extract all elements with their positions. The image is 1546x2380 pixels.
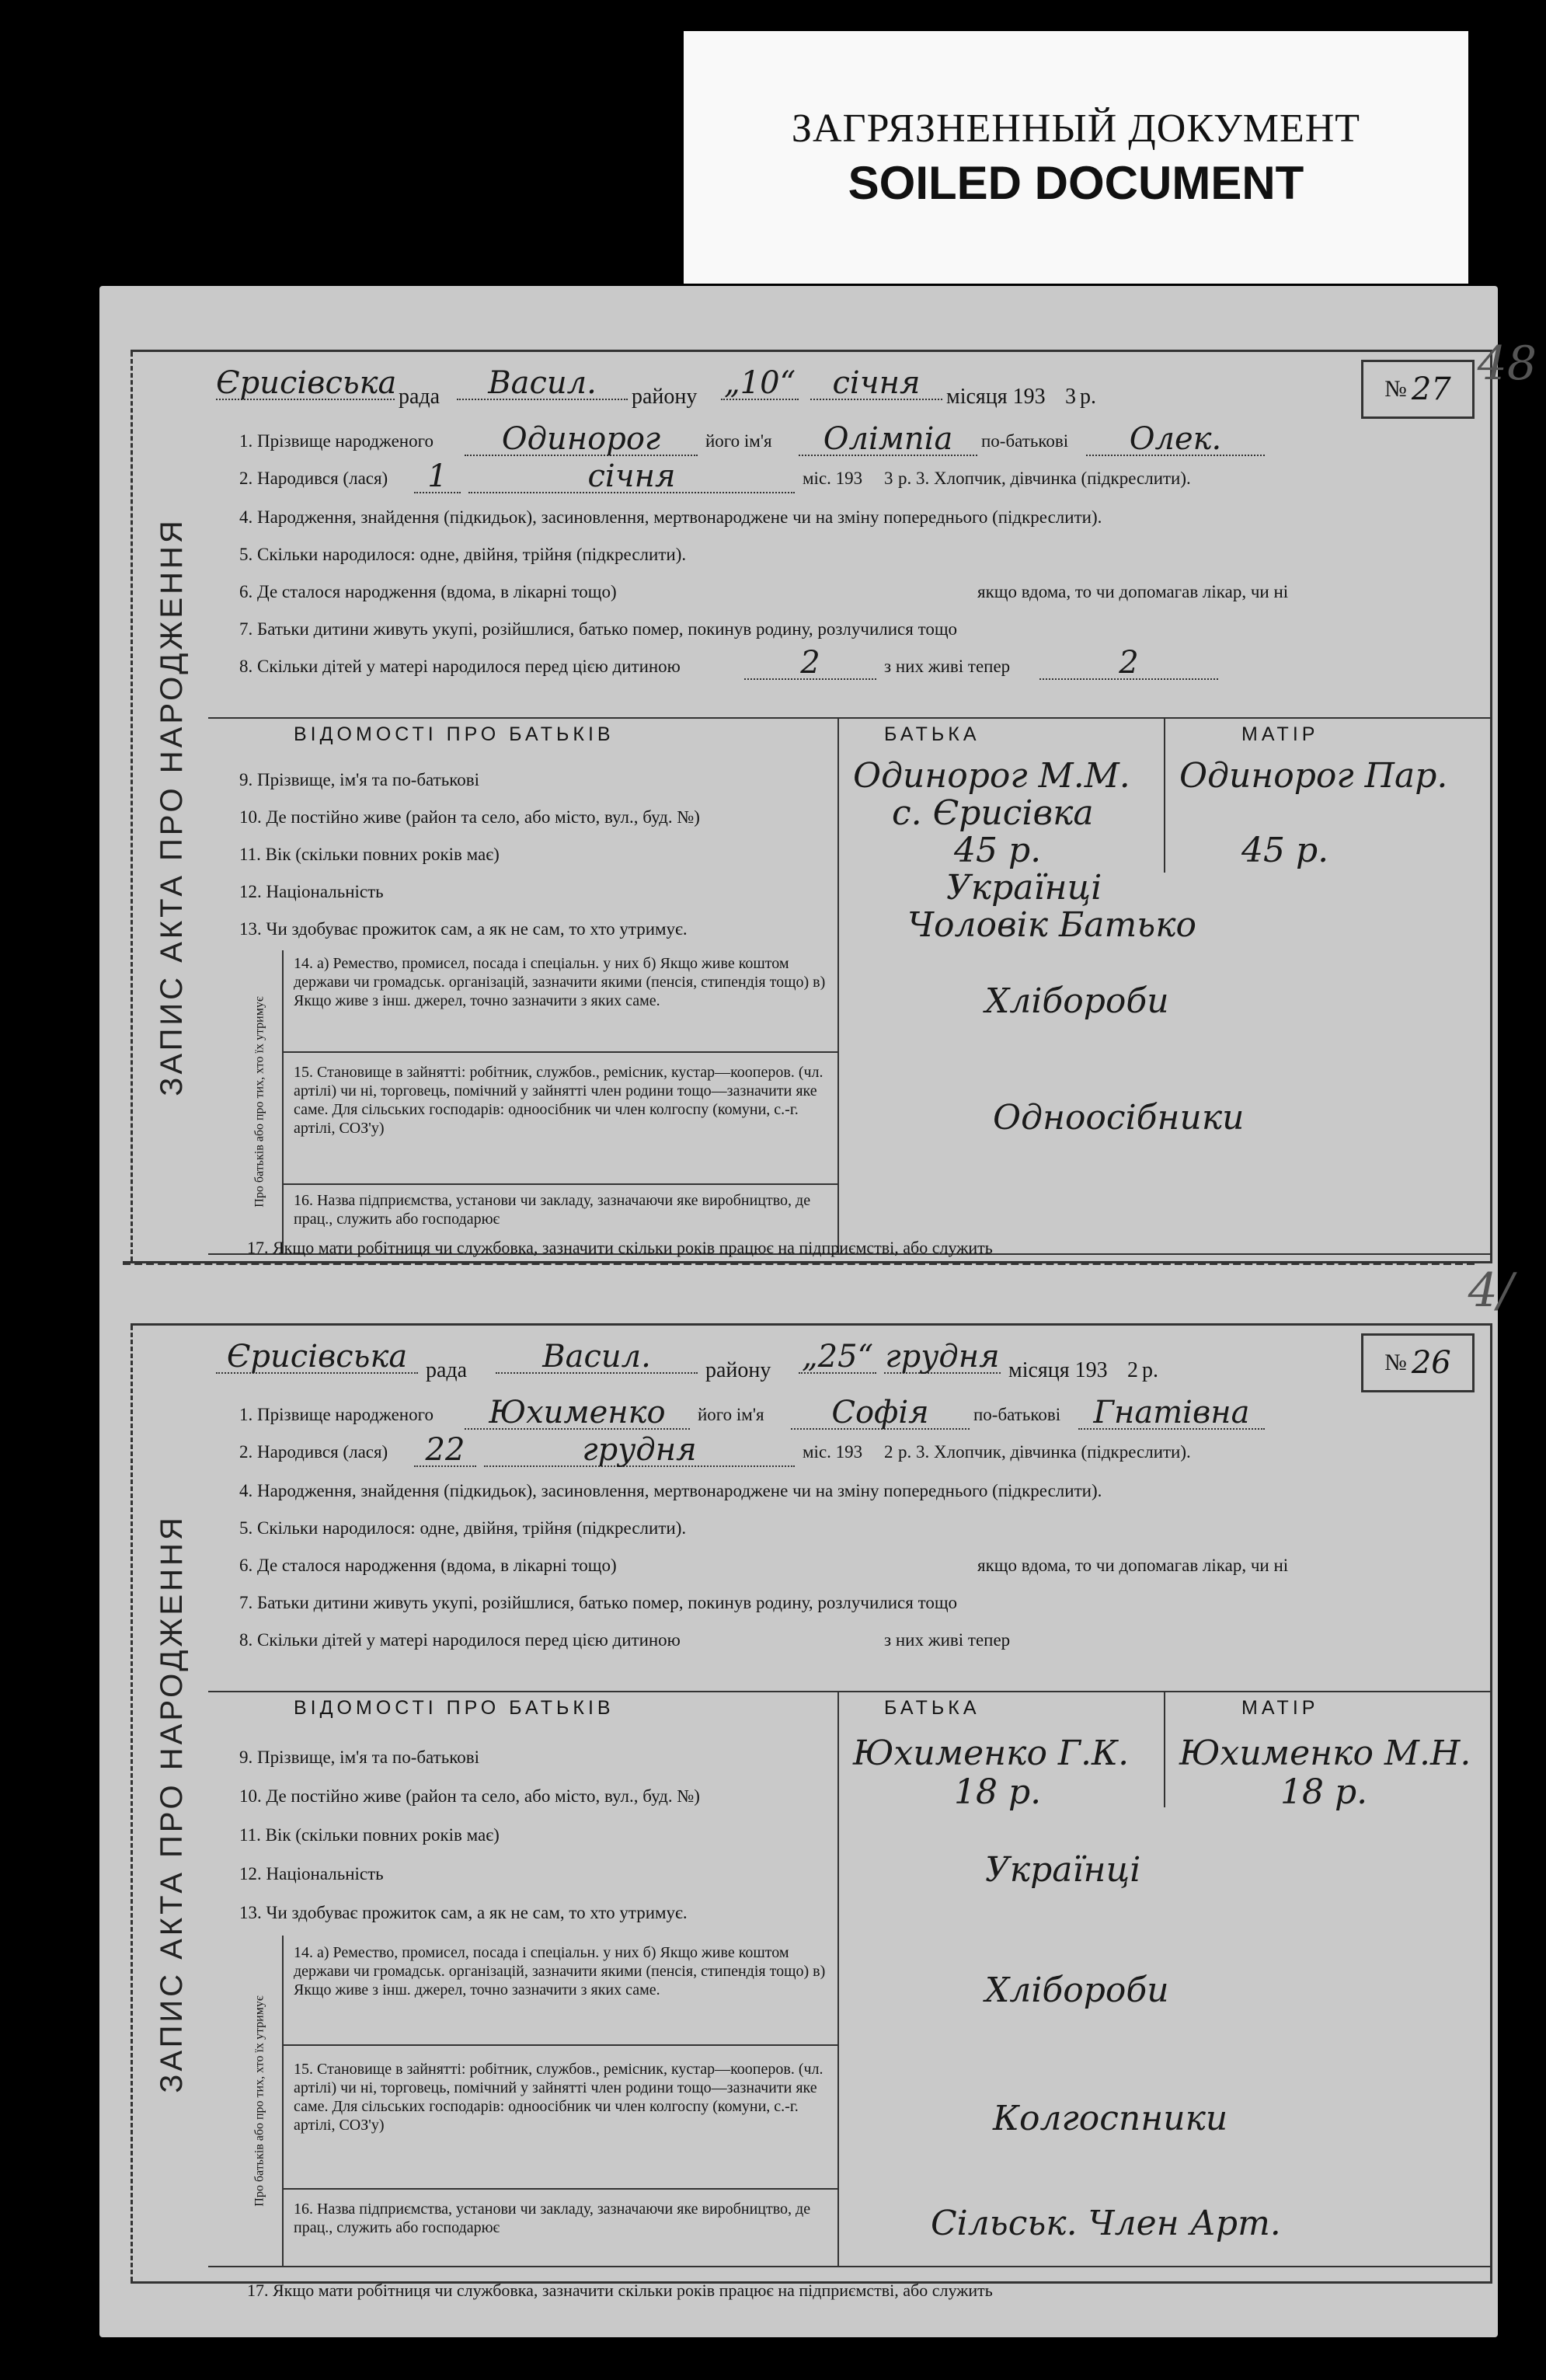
birth-record-form-2	[131, 1263, 1513, 2284]
line4-text: 4. Народження, знайдення (підкидьок), засиновлення, мертвонароджене чи на зміну попереднього (підкреслити).	[239, 507, 1102, 527]
birth-year-label: міс. 193	[803, 469, 863, 488]
residence: с. Єрисівка	[892, 793, 1094, 833]
side-title	[131, 1326, 211, 2281]
header-row	[208, 1341, 1490, 1388]
header-row	[208, 365, 1490, 414]
row-16	[294, 2200, 830, 2237]
row-17-text: 17. Якщо мати робітниця чи службовка, зазначити скільки років працює на підприємстві, або служить	[247, 1238, 993, 1257]
raion-name: Васил.	[457, 368, 628, 400]
line5-text: 5. Скільки народилося: одне, двійня, трійня (підкреслити).	[239, 1518, 687, 1538]
raion-label: району	[632, 385, 698, 409]
form-content	[208, 336, 1537, 1261]
label-en: SOILED DOCUMENT	[848, 156, 1304, 209]
birth-day: 1	[414, 461, 461, 493]
children-before: 2	[744, 647, 876, 680]
r15-value: Колгоспники	[993, 2099, 1228, 2138]
sub-side-divider	[282, 1936, 284, 2266]
r14-value: Хлібороби	[985, 1971, 1169, 2010]
children-alive: 2	[1039, 647, 1218, 680]
label-ru: ЗАГРЯЗНЕННЫЙ ДОКУМЕНТ	[791, 106, 1361, 151]
cut-line	[123, 1261, 1475, 1265]
child-name: Олімпіа	[799, 423, 977, 456]
row-16	[294, 1191, 830, 1228]
rada-name: Єрисівська	[216, 1341, 418, 1374]
sub-side-text: Про батьків або про тих, хто їх утримує	[253, 996, 266, 1207]
form-content	[208, 1263, 1513, 2281]
row14-bottom	[282, 2044, 837, 2046]
row-17-text: 17. Якщо мати робітниця чи службовка, зазначити скільки років працює на підприємстві, або служить	[247, 2281, 993, 2300]
r12-label: 12. Національність	[239, 882, 384, 901]
r10-label: 10. Де постійно живе (район та село, або місто, вул., буд. №)	[239, 807, 700, 827]
birth-month: січня	[468, 461, 795, 493]
rada-name: Єрисівська	[216, 365, 397, 401]
number-value: 27	[1411, 371, 1451, 407]
reg-month: січня	[810, 368, 942, 400]
name-label: його ім'я	[705, 431, 772, 451]
year-suffix: р.	[1080, 385, 1096, 409]
father-name: Юхименко Г.К.	[853, 1734, 1130, 1773]
line7-text: 7. Батьки дитини живуть укупі, розійшлися, батько помер, покинув родину, розлучилися тощо	[239, 1593, 958, 1612]
child-patronymic: Олек.	[1086, 423, 1265, 456]
reg-year-digit: 2	[1127, 1358, 1138, 1382]
line1-label: 1. Прізвище народженого	[239, 1405, 434, 1424]
child-patronymic: Гнатівна	[1078, 1397, 1265, 1430]
father-age: 18 р.	[954, 1772, 1042, 1812]
child-surname: Одинорог	[465, 423, 698, 456]
line8-text: 8. Скільки дітей у матері народилося перед цією дитиною	[239, 1630, 681, 1650]
reg-year-digit: 3	[1065, 385, 1076, 409]
row15-bottom	[282, 1183, 837, 1185]
line6-doctor: якщо вдома, то чи допомагав лікар, чи ні	[977, 582, 1289, 601]
mother-age: 45 р.	[1241, 831, 1329, 870]
month-label: місяця 193	[1008, 1358, 1108, 1382]
nationality: Українці	[985, 1850, 1141, 1890]
raion-label: району	[705, 1358, 771, 1382]
reg-day: „25“	[799, 1341, 876, 1374]
line6-text: 6. Де сталося народження (вдома, в лікарні тощо)	[239, 1556, 617, 1575]
side-title-text: ЗАПИС АКТА ПРО НАРОДЖЕННЯ	[154, 1514, 189, 2093]
line6-text: 6. Де сталося народження (вдома, в лікарні тощо)	[239, 582, 617, 601]
rada-label: рада	[426, 1358, 468, 1382]
birth-year-label: міс. 193	[803, 1442, 863, 1462]
sex-label: р. 3. Хлопчик, дівчинка (підкреслити).	[898, 469, 1191, 488]
year-suffix: р.	[1142, 1358, 1158, 1382]
r9-label: 9. Прізвище, ім'я та по-батькові	[239, 1748, 479, 1767]
th-mother: МАТІР	[1241, 1697, 1319, 1719]
th-parents: ВІДОМОСТІ ПРО БАТЬКІВ	[294, 723, 615, 745]
father-name: Одинорог М.М.	[853, 756, 1130, 796]
rada-label: рада	[399, 385, 440, 409]
name-label: його ім'я	[698, 1405, 764, 1424]
reg-day: „10“	[721, 368, 799, 400]
r14-label: 14. а) Ремество, промисел, посада і спеціальн. у них б) Якщо живе коштом держави чи громадськ. організацій, зазначити якими (пенсія, стипендія тощо) в) Якщо живе з інш. джерел, точно зазначити з яких саме.	[294, 955, 826, 1009]
line8-text: 8. Скільки дітей у матері народилося перед цією дитиною	[239, 657, 681, 676]
th-father: БАТЬКА	[884, 1697, 980, 1719]
side-title-text: ЗАПИС АКТА ПРО НАРОДЖЕННЯ	[154, 517, 189, 1096]
sub-side-text: Про батьків або про тих, хто їх утримує	[253, 1995, 266, 2207]
record-number	[1361, 360, 1475, 419]
birth-record-form-1	[131, 336, 1537, 1263]
row14-bottom	[282, 1051, 837, 1053]
r16-label: 16. Назва підприємства, установи чи закладу, зазначаючи яке виробництво, де прац., служить або господарює	[294, 1192, 811, 1228]
r13-label: 13. Чи здобуває прожиток сам, а як не сам, то хто утримує.	[239, 1903, 688, 1922]
r15-label: 15. Становище в зайнятті: робітник, службов., ремісник, кустар—кооперов. (чл. артілі) чи ні, торговець, помічний у зайнятті член родини тощо—зазначити яке саме. Для сільських господарів: одноосібник чи член колгоспу (комуни, с.-г. артілі, СОЗ'у)	[294, 1064, 823, 1137]
r13-label: 13. Чи здобуває прожиток сам, а як не сам, то хто утримує.	[239, 919, 688, 939]
birth-month: грудня	[484, 1434, 795, 1467]
patronymic-label: по-батькові	[973, 1405, 1061, 1424]
line2-label: 2. Народився (лася)	[239, 469, 388, 488]
child-surname: Юхименко	[465, 1397, 690, 1430]
col-divider-1	[837, 1691, 839, 2266]
number-value: 26	[1411, 1345, 1451, 1381]
line6-doctor: якщо вдома, то чи допомагав лікар, чи ні	[977, 1556, 1289, 1575]
r11-label: 11. Вік (скільки повних років має)	[239, 1825, 500, 1845]
number-sign: №	[1384, 376, 1407, 402]
number-sign: №	[1384, 1350, 1407, 1375]
patronymic-label: по-батькові	[981, 431, 1069, 451]
margin-note: 48	[1477, 336, 1537, 391]
mother-name: Юхименко М.Н.	[1179, 1734, 1471, 1773]
sub-side-divider	[282, 950, 284, 1253]
table-top-line	[208, 1691, 1490, 1692]
child-name: Софія	[791, 1397, 970, 1430]
row-14	[294, 954, 830, 1010]
side-title	[131, 352, 211, 1261]
row-14	[294, 1943, 830, 1999]
father-age: 45 р.	[954, 831, 1042, 870]
col-divider-2	[1164, 1691, 1165, 1807]
r14-value: Хлібороби	[985, 981, 1169, 1021]
col-divider-1	[837, 717, 839, 1253]
line1-label: 1. Прізвище народженого	[239, 431, 434, 451]
reg-month: грудня	[885, 1339, 1000, 1375]
r10-label: 10. Де постійно живе (район та село, або місто, вул., буд. №)	[239, 1786, 700, 1806]
row-15	[294, 1063, 830, 1138]
row16-bottom	[208, 2266, 1490, 2267]
line8-alive-label: з них живі тепер	[884, 1630, 1011, 1650]
record-number	[1361, 1333, 1475, 1392]
r9-label: 9. Прізвище, ім'я та по-батькові	[239, 770, 479, 789]
line2-label: 2. Народився (лася)	[239, 1442, 388, 1462]
r16-value: Сільськ. Член Арт.	[931, 2204, 1281, 2243]
r15-value: Одноосібники	[993, 1098, 1245, 1138]
row-15	[294, 2060, 830, 2134]
raion-name: Васил.	[496, 1341, 698, 1374]
sex-label: р. 3. Хлопчик, дівчинка (підкреслити).	[898, 1442, 1191, 1462]
line7-text: 7. Батьки дитини живуть укупі, розійшлися, батько помер, покинув родину, розлучилися тощо	[239, 619, 958, 639]
line8-alive-label: з них живі тепер	[884, 657, 1011, 676]
th-father: БАТЬКА	[884, 723, 980, 745]
th-mother: МАТІР	[1241, 723, 1319, 745]
line4-text: 4. Народження, знайдення (підкидьок), засиновлення, мертвонароджене чи на зміну попереднього (підкреслити).	[239, 1481, 1102, 1500]
birth-year-digit: 3	[884, 469, 893, 488]
margin-note: 4/	[1468, 1263, 1513, 1318]
nationality: Українці	[946, 868, 1102, 908]
r12-label: 12. Національність	[239, 1864, 384, 1883]
r14-label: 14. а) Ремество, промисел, посада і спеціальн. у них б) Якщо живе коштом держави чи громадськ. організацій, зазначити якими (пенсія, стипендія тощо) в) Якщо живе з інш. джерел, точно зазначити з яких саме.	[294, 1944, 826, 1998]
row15-bottom	[282, 2188, 837, 2190]
birth-day: 22	[414, 1434, 476, 1467]
support: Чоловік Батько	[907, 905, 1196, 945]
month-label: місяця 193	[946, 385, 1046, 409]
col-divider-2	[1164, 717, 1165, 873]
r11-label: 11. Вік (скільки повних років має)	[239, 845, 500, 864]
mother-age: 18 р.	[1280, 1772, 1368, 1812]
sub-side-label	[241, 950, 280, 1253]
table-top-line	[208, 717, 1490, 719]
sub-side-label	[241, 1936, 280, 2266]
mother-name: Одинорог Пар.	[1179, 756, 1448, 796]
th-parents: ВІДОМОСТІ ПРО БАТЬКІВ	[294, 1697, 615, 1719]
soiled-document-label	[684, 31, 1468, 284]
r15-label: 15. Становище в зайнятті: робітник, службов., ремісник, кустар—кооперов. (чл. артілі) чи ні, торговець, помічний у зайнятті член родини тощо—зазначити яке саме. Для сільських господарів: одноосібник чи член колгоспу (комуни, с.-г. артілі, СОЗ'у)	[294, 2061, 823, 2134]
line5-text: 5. Скільки народилося: одне, двійня, трійня (підкреслити).	[239, 545, 687, 564]
r16-label: 16. Назва підприємства, установи чи закладу, зазначаючи яке виробництво, де прац., служить або господарює	[294, 2201, 811, 2236]
birth-year-digit: 2	[884, 1442, 893, 1462]
document-sheet	[99, 286, 1537, 2337]
